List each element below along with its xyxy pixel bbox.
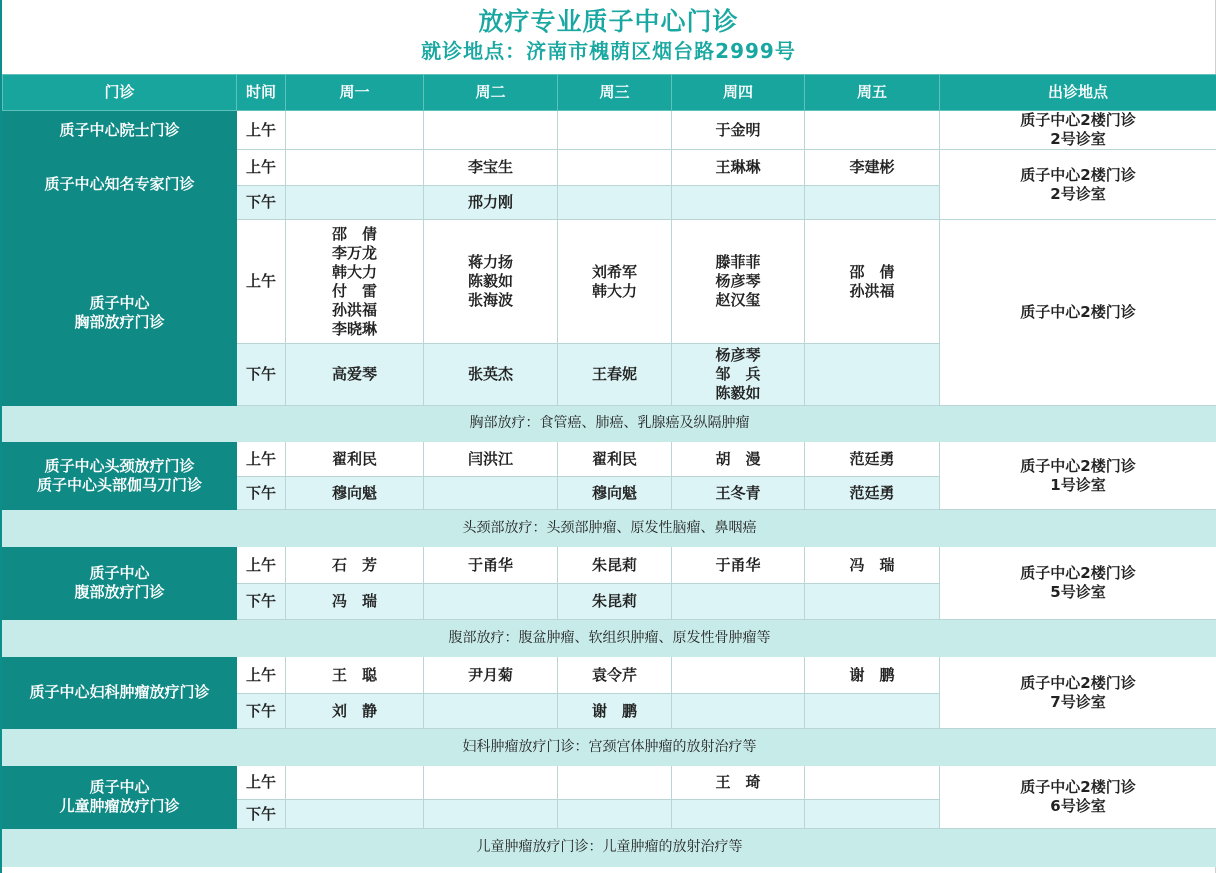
page-title: 放疗专业质子中心门诊 <box>478 7 739 36</box>
col-header-thu: 周四 <box>672 75 805 111</box>
time-label-am: 上午 <box>237 150 286 186</box>
cell-am-tue <box>424 111 558 150</box>
cell-am-thu: 于金明 <box>672 111 805 150</box>
cell-am-wed: 朱昆莉 <box>558 547 672 584</box>
clinic-name: 质子中心 儿童肿瘤放疗门诊 <box>3 766 237 829</box>
cell-pm-mon <box>286 800 424 829</box>
table-row <box>3 111 1216 150</box>
cell-pm-fri: 范廷勇 <box>805 477 940 510</box>
cell-am-thu <box>672 657 805 694</box>
header-row <box>3 75 1216 111</box>
cell-pm-wed <box>558 800 672 829</box>
time-label-pm: 下午 <box>237 344 286 406</box>
col-header-mon: 周一 <box>286 75 424 111</box>
location-cell: 质子中心2楼门诊 5号诊室 <box>940 547 1216 620</box>
location-cell: 质子中心2楼门诊 1号诊室 <box>940 442 1216 510</box>
time-label-pm: 下午 <box>237 477 286 510</box>
col-header-time: 时间 <box>237 75 286 111</box>
cell-pm-thu: 王冬青 <box>672 477 805 510</box>
category-note: 头颈部放疗：头颈部肿瘤、原发性脑瘤、鼻咽癌 <box>3 510 1216 547</box>
cell-am-thu: 于甬华 <box>672 547 805 584</box>
cell-pm-mon: 冯 瑞 <box>286 584 424 620</box>
cell-pm-wed: 穆向魁 <box>558 477 672 510</box>
cell-am-tue: 尹月菊 <box>424 657 558 694</box>
col-header-location: 出诊地点 <box>940 75 1216 111</box>
clinic-name: 质子中心 腹部放疗门诊 <box>3 547 237 620</box>
cell-pm-fri <box>805 584 940 620</box>
cell-am-mon: 翟利民 <box>286 442 424 477</box>
category-note: 腹部放疗：腹盆肿瘤、软组织肿瘤、原发性骨肿瘤等 <box>3 620 1216 657</box>
cell-am-fri <box>805 111 940 150</box>
cell-pm-wed: 朱昆莉 <box>558 584 672 620</box>
cell-pm-tue: 张英杰 <box>424 344 558 406</box>
table-row <box>3 547 1216 584</box>
schedule-body <box>3 111 1216 867</box>
table-row <box>3 150 1216 186</box>
cell-pm-tue <box>424 584 558 620</box>
cell-am-tue: 蒋力扬 陈毅如 张海波 <box>424 220 558 344</box>
category-note: 妇科肿瘤放疗门诊：宫颈宫体肿瘤的放射治疗等 <box>3 729 1216 766</box>
cell-am-mon <box>286 150 424 186</box>
cell-am-fri: 冯 瑞 <box>805 547 940 584</box>
cell-pm-fri <box>805 800 940 829</box>
time-label-am: 上午 <box>237 442 286 477</box>
cell-pm-mon: 穆向魁 <box>286 477 424 510</box>
cell-am-fri <box>805 766 940 800</box>
cell-am-wed: 袁令芹 <box>558 657 672 694</box>
col-header-wed: 周三 <box>558 75 672 111</box>
cell-pm-fri <box>805 694 940 729</box>
cell-pm-mon: 高爱琴 <box>286 344 424 406</box>
cell-am-thu: 王 琦 <box>672 766 805 800</box>
cell-am-wed: 翟利民 <box>558 442 672 477</box>
category-note: 儿童肿瘤放疗门诊：儿童肿瘤的放射治疗等 <box>3 829 1216 867</box>
cell-am-wed: 刘希军 韩大力 <box>558 220 672 344</box>
cell-am-tue: 李宝生 <box>424 150 558 186</box>
cell-am-mon: 石 芳 <box>286 547 424 584</box>
clinic-name: 质子中心妇科肿瘤放疗门诊 <box>3 657 237 729</box>
time-label-am: 上午 <box>237 111 286 150</box>
time-label-pm: 下午 <box>237 694 286 729</box>
cell-pm-thu: 杨彦琴 邹 兵 陈毅如 <box>672 344 805 406</box>
cell-pm-thu <box>672 584 805 620</box>
note-row <box>3 620 1216 657</box>
location-cell: 质子中心2楼门诊 6号诊室 <box>940 766 1216 829</box>
col-header-tue: 周二 <box>424 75 558 111</box>
location-cell: 质子中心2楼门诊 7号诊室 <box>940 657 1216 729</box>
cell-pm-wed <box>558 186 672 220</box>
cell-pm-mon: 刘 静 <box>286 694 424 729</box>
cell-pm-tue <box>424 800 558 829</box>
time-label-pm: 下午 <box>237 186 286 220</box>
cell-am-mon: 王 聪 <box>286 657 424 694</box>
cell-am-fri: 谢 鹏 <box>805 657 940 694</box>
page-subtitle: 就诊地点：济南市槐荫区烟台路2999号 <box>421 39 796 63</box>
cell-am-mon <box>286 766 424 800</box>
clinic-name: 质子中心院士门诊 <box>3 111 237 150</box>
table-row <box>3 220 1216 344</box>
cell-am-tue <box>424 766 558 800</box>
cell-am-tue: 于甬华 <box>424 547 558 584</box>
location-cell: 质子中心2楼门诊 <box>940 220 1216 406</box>
cell-am-wed <box>558 150 672 186</box>
time-label-pm: 下午 <box>237 584 286 620</box>
schedule-table <box>2 74 1216 867</box>
cell-pm-fri <box>805 344 940 406</box>
cell-pm-tue: 邢力刚 <box>424 186 558 220</box>
cell-pm-wed: 谢 鹏 <box>558 694 672 729</box>
cell-am-thu: 王琳琳 <box>672 150 805 186</box>
col-header-clinic: 门诊 <box>3 75 237 111</box>
clinic-name: 质子中心头颈放疗门诊 质子中心头部伽马刀门诊 <box>3 442 237 510</box>
clinic-name: 质子中心知名专家门诊 <box>3 150 237 220</box>
time-label-pm: 下午 <box>237 800 286 829</box>
cell-am-tue: 闫洪江 <box>424 442 558 477</box>
cell-pm-tue <box>424 477 558 510</box>
table-row <box>3 442 1216 477</box>
cell-am-wed <box>558 766 672 800</box>
cell-pm-mon <box>286 186 424 220</box>
cell-pm-fri <box>805 186 940 220</box>
time-label-am: 上午 <box>237 220 286 344</box>
cell-am-thu: 胡 漫 <box>672 442 805 477</box>
time-label-am: 上午 <box>237 766 286 800</box>
cell-am-thu: 滕菲菲 杨彦琴 赵汉玺 <box>672 220 805 344</box>
clinic-name: 质子中心 胸部放疗门诊 <box>3 220 237 406</box>
cell-am-mon: 邵 倩 李万龙 韩大力 付 雷 孙洪福 李晓琳 <box>286 220 424 344</box>
time-label-am: 上午 <box>237 547 286 584</box>
cell-pm-thu <box>672 800 805 829</box>
location-cell: 质子中心2楼门诊 2号诊室 <box>940 150 1216 220</box>
cell-am-mon <box>286 111 424 150</box>
col-header-fri: 周五 <box>805 75 940 111</box>
category-note: 胸部放疗：食管癌、肺癌、乳腺癌及纵隔肿瘤 <box>3 406 1216 442</box>
cell-am-fri: 范廷勇 <box>805 442 940 477</box>
cell-pm-tue <box>424 694 558 729</box>
note-row <box>3 729 1216 766</box>
cell-pm-wed: 王春妮 <box>558 344 672 406</box>
note-row <box>3 510 1216 547</box>
cell-pm-thu <box>672 694 805 729</box>
time-label-am: 上午 <box>237 657 286 694</box>
table-row <box>3 766 1216 800</box>
cell-am-fri: 邵 倩 孙洪福 <box>805 220 940 344</box>
table-row <box>3 657 1216 694</box>
location-cell: 质子中心2楼门诊 2号诊室 <box>940 111 1216 150</box>
title-block <box>2 0 1215 74</box>
cell-am-fri: 李建彬 <box>805 150 940 186</box>
note-row <box>3 829 1216 867</box>
cell-am-wed <box>558 111 672 150</box>
note-row <box>3 406 1216 442</box>
cell-pm-thu <box>672 186 805 220</box>
